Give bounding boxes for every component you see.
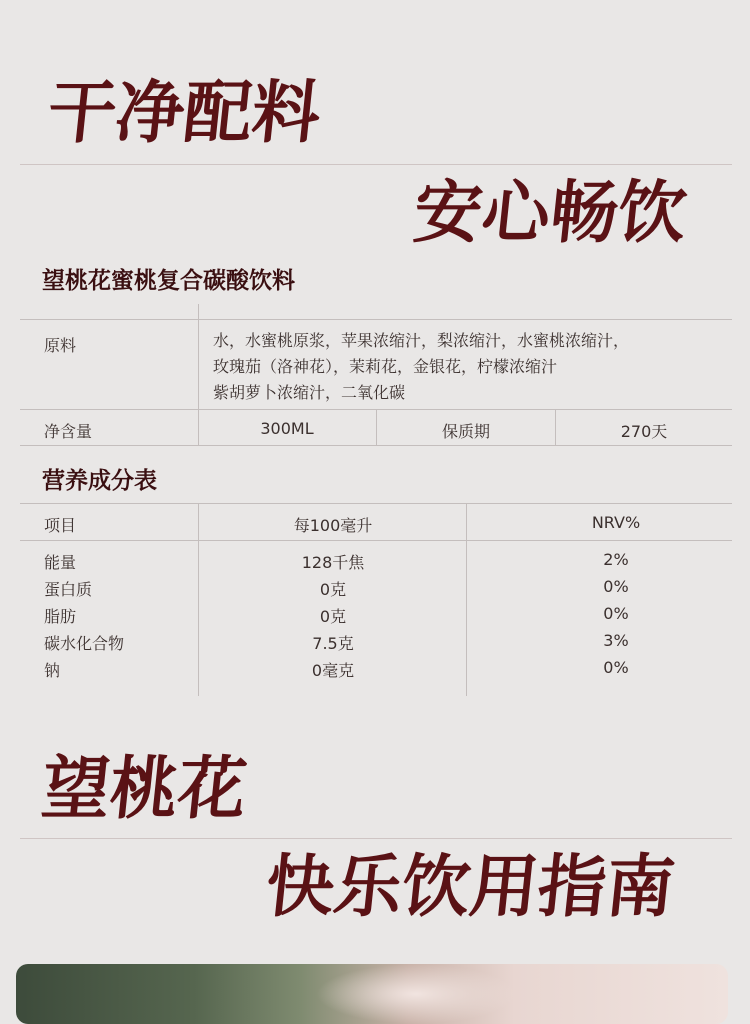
table-row-name: 蛋白质 — [44, 580, 93, 599]
headline-drinking-guide: 快乐饮用指南 — [261, 848, 679, 927]
table-row-nrv: 3% — [603, 631, 629, 650]
table-row-name: 钠 — [44, 661, 61, 680]
table-line — [198, 304, 199, 446]
nutrition-header-nrv: NRV% — [591, 513, 641, 532]
table-row-nrv: 2% — [603, 550, 629, 569]
table-line — [20, 445, 732, 446]
net-content-label: 净含量 — [44, 422, 93, 441]
table-row-name: 碳水化合物 — [44, 634, 125, 653]
table-row-nrv: 0% — [603, 604, 629, 623]
ingredients-list — [213, 328, 629, 406]
table-row-amount: 7.5克 — [312, 634, 354, 653]
headline-brand: 望桃花 — [37, 750, 251, 829]
table-line — [198, 503, 199, 696]
table-line — [376, 409, 377, 445]
table-line — [20, 540, 732, 541]
shelf-life-value: 270天 — [620, 422, 668, 441]
shelf-life-label: 保质期 — [441, 422, 491, 441]
headline-drink-safely: 安心畅饮 — [409, 174, 691, 253]
table-row-nrv: 0% — [603, 658, 629, 677]
net-content-value: 300ML — [260, 419, 314, 438]
table-row-name: 能量 — [44, 553, 77, 572]
table-row-amount: 0毫克 — [311, 661, 355, 680]
table-line — [20, 319, 732, 320]
product-name: 望桃花蜜桃复合碳酸饮料 — [42, 268, 295, 294]
table-row-name: 脂肪 — [44, 607, 77, 626]
nutrition-header-item: 项目 — [44, 516, 77, 535]
ingredients-label: 原料 — [44, 336, 77, 355]
divider — [20, 164, 732, 165]
table-line — [555, 409, 556, 445]
photo-highlight — [316, 964, 516, 1024]
nutrition-title: 营养成分表 — [42, 468, 157, 494]
table-row-amount: 0克 — [319, 607, 347, 626]
table-line — [20, 503, 732, 504]
ingredients-line: 紫胡萝卜浓缩汁，二氧化碳 — [213, 383, 406, 402]
table-row-amount: 128千焦 — [301, 553, 365, 572]
table-row-nrv: 0% — [603, 577, 629, 596]
ingredients-line: 玫瑰茄（洛神花），茉莉花，金银花，柠檬浓缩汁 — [213, 357, 558, 376]
nutrition-header-per100: 每100毫升 — [293, 516, 373, 535]
product-photo — [16, 964, 728, 1024]
table-row-amount: 0克 — [319, 580, 347, 599]
headline-clean-ingredients: 干净配料 — [43, 74, 325, 153]
table-line — [466, 503, 467, 696]
ingredients-line: 水，水蜜桃原浆，苹果浓缩汁，梨浓缩汁，水蜜桃浓缩汁， — [213, 331, 630, 350]
divider — [20, 838, 732, 839]
